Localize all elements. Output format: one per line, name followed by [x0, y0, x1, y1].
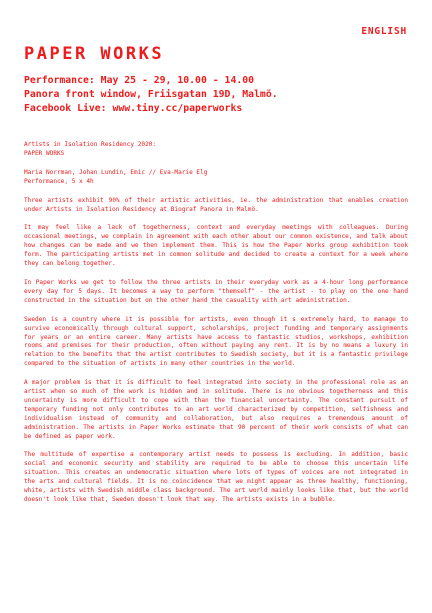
location: Panora front window, Friisgatan 19D, Malmö. [24, 89, 278, 100]
residency-line: Artists in Isolation Residency 2020: [24, 141, 157, 148]
language-link[interactable]: ENGLISH [361, 26, 407, 37]
paragraph: A major problem is that it is difficult to feel integrated into society in the professional role as an artist when so much of the work is hidden and in solitude. There is no obvious togetherness and this uncertainty is more difficult to cope with than the financial uncertainty. The constant pursuit of temporary funding not only contributes to an art world characterized by competition, selfishness and individualism instead of community and collaboration, but also requires a tremendous amount of administration. The artists in Paper Works estimate that 90 percent of their work consists of what can be defined as paper work. [24, 379, 408, 440]
paragraph: Three artists exhibit 90% of their artistic activities, ie. the administration that enables creation under Artists in Isolation Residency at Biograf Panora in Malmö. [24, 196, 408, 213]
paragraph: Sweden is a country where it is possible for artists, even though it s extremely hard, to manage to survive economically through cultural support, scholarships, project funding and temporary assignments for years or an entire career. Many artists have access to fantastic studios, workshops, exhibition rooms and premises for their production, often without paying any rent. It is by no means a luxury in relation to the benefits that the artist contributes to Swedish society, but it is a fantastic privilege compared to the situation of artists in many other countries in the world. [24, 315, 408, 368]
paragraph: In Paper Works we get to follow the three artists in their everyday work as a 4-hour long performance every day for 5 days. It becomes a way to perform "themself" - the artist - to play on the one hand constructed in the situation but on the other hand the casuality with art administration. [24, 278, 408, 304]
performance-format: Performance, 5 x 4h [24, 177, 94, 185]
residency-title: PAPER WORKS [24, 149, 65, 157]
article-body [24, 141, 408, 515]
performance-dates: Performance: May 25 - 29, 10.00 - 14.00 [24, 75, 255, 86]
event-info [24, 74, 414, 116]
paragraph: The multitude of expertise a contemporary artist needs to possess is excluding. In addition, basic social and economic security and stability are required to be able to choose this uncertain life situation. This creates an undemocratic situation where lots of types of voices are not integrated in the arts and cultural fields. It is no coincidence that we might appear as three healthy, functioning, white, artists with Swedish middle class background. The art world mainly looks like that, but the world doesn't look like that, Sweden doesn't look that way. The artists exists in a bubble. [24, 451, 408, 503]
paragraph: It may feel like a lack of togetherness, context and everyday meetings with colleagues. During occasional meetings, we complain in agreement with each other about our common existence, and talk about how changes can be made and we then implement them. This is how the Paper Works group exhibition took form. The participating artists met in common solitude and decided to create a context for a week where they can belong together. [24, 224, 408, 268]
artists-credit: Maria Norrman, Johan Lundin, Emic // Eva-Marie Elg [24, 168, 208, 176]
facebook-live: Facebook Live: www.tiny.cc/paperworks [24, 103, 243, 114]
page-title: PAPER WORKS [24, 44, 165, 64]
